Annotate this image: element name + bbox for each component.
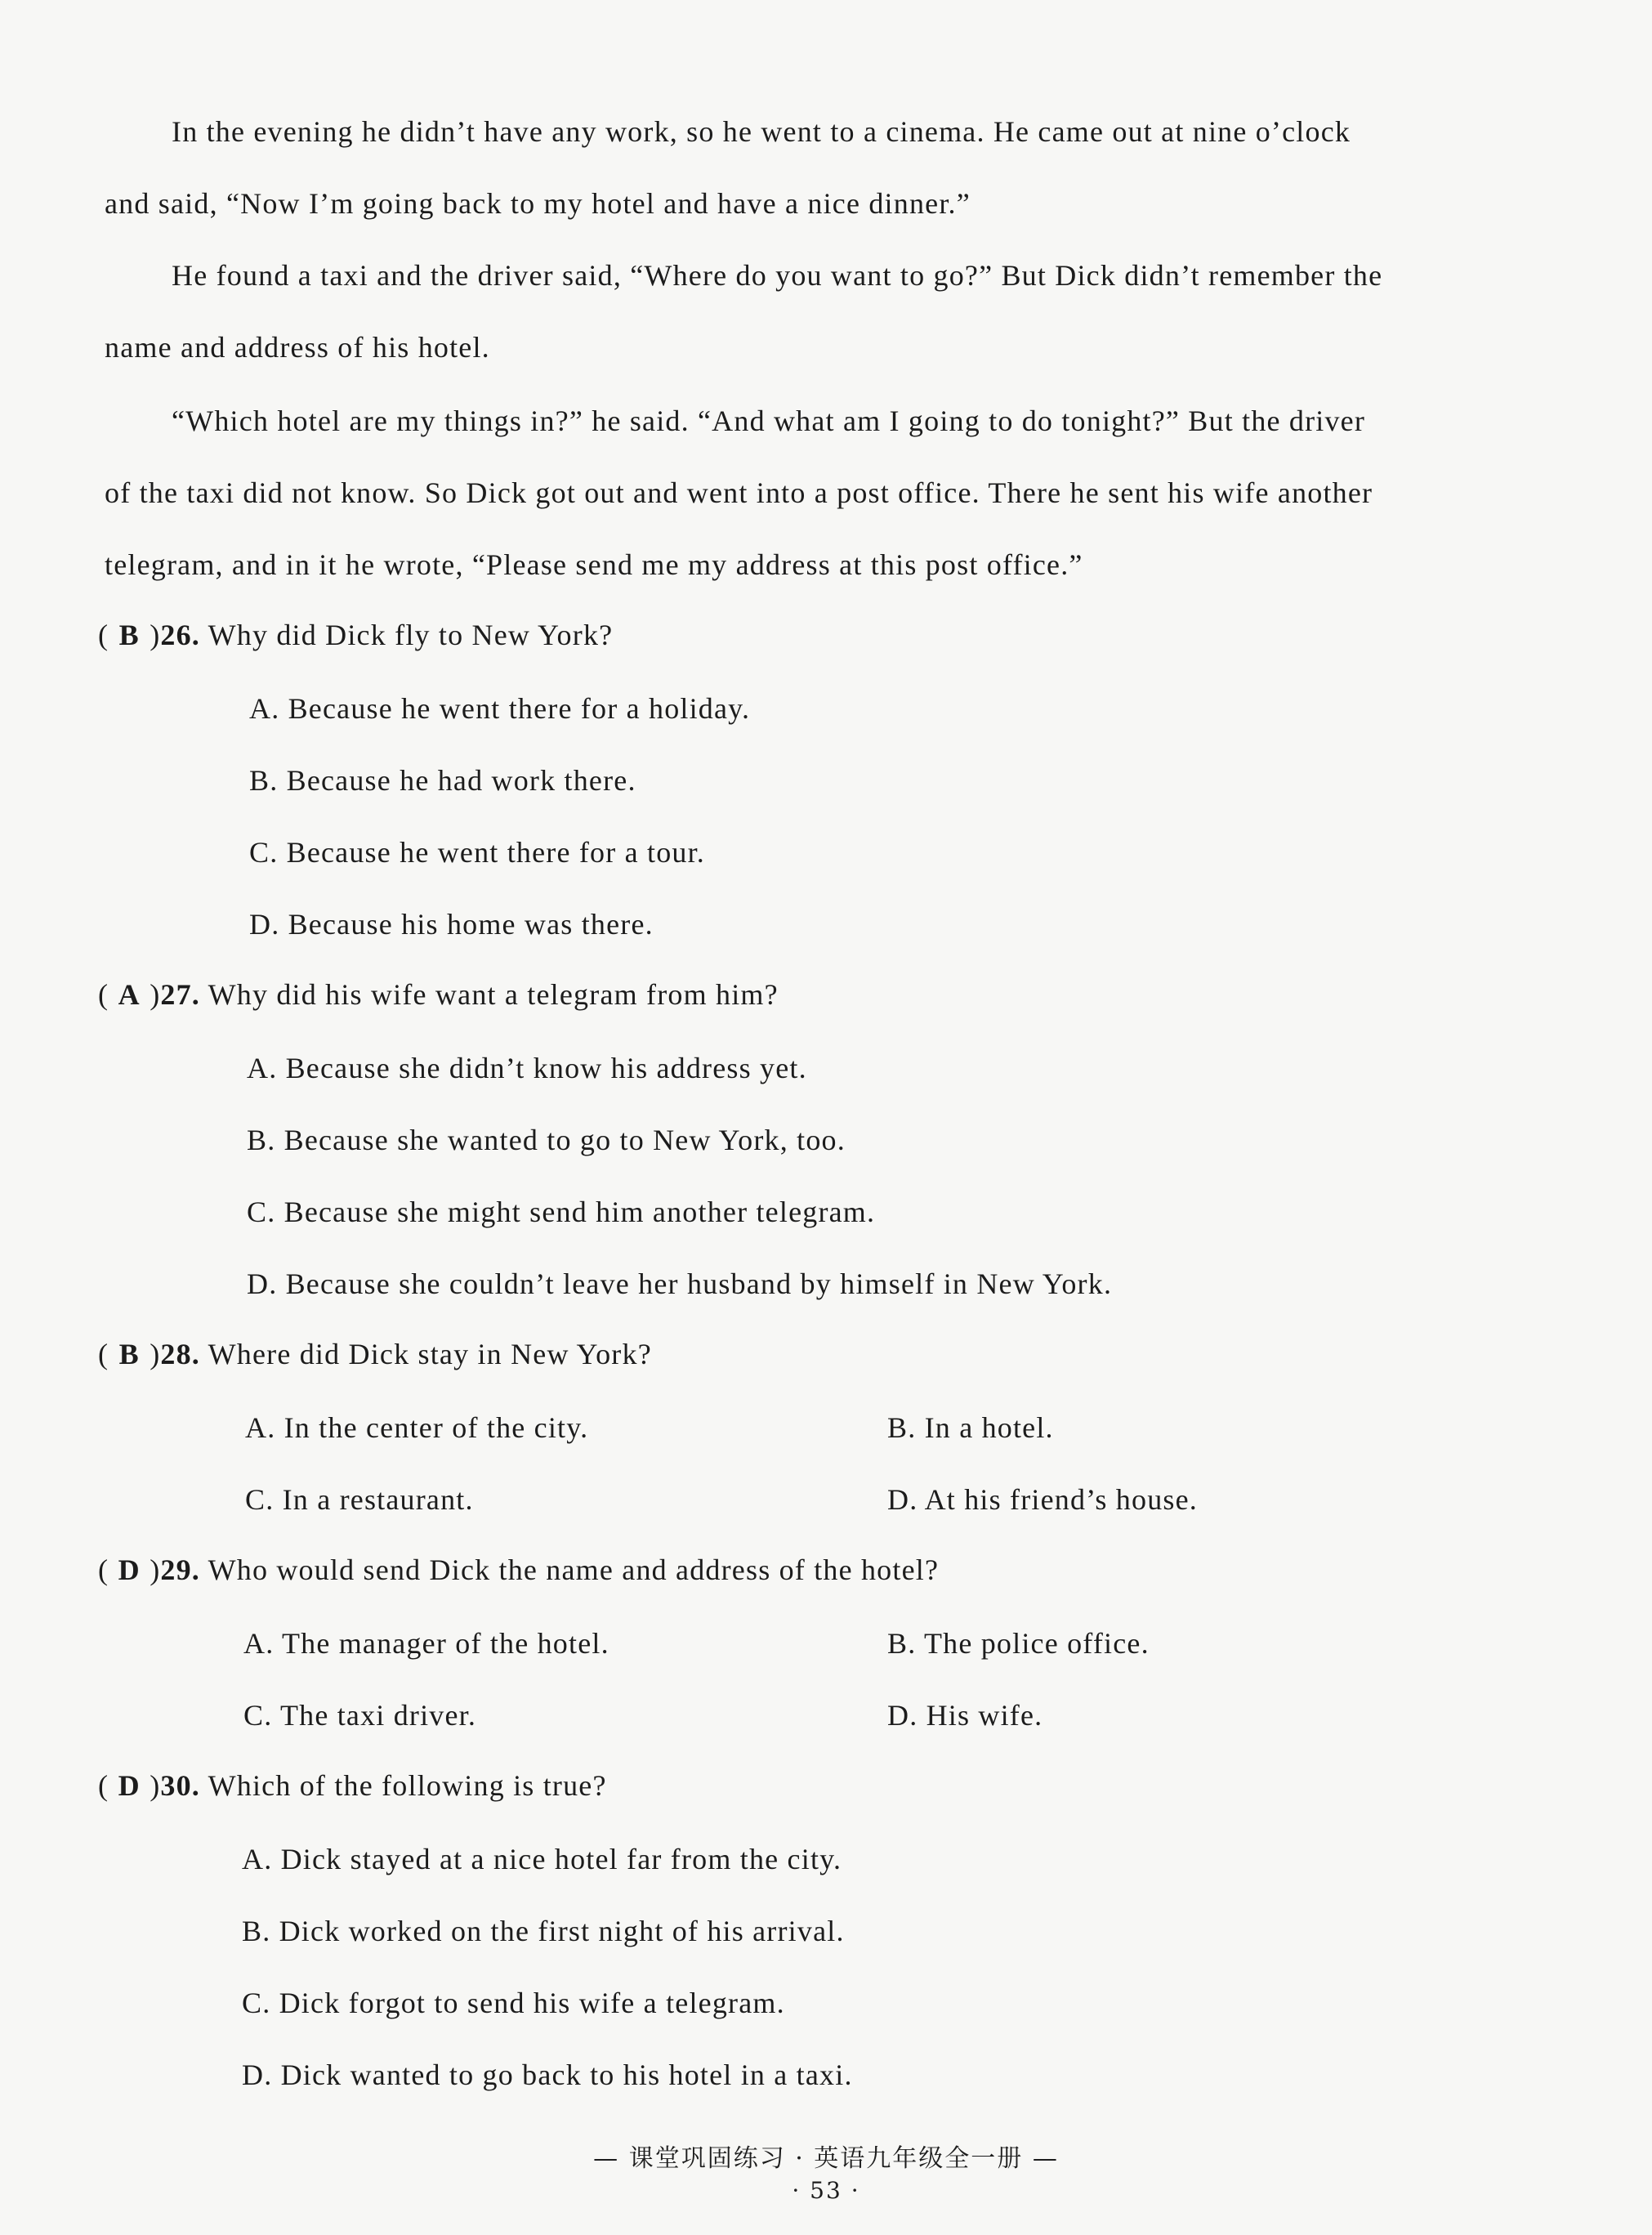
option-d: D. Because his home was there. [249, 908, 654, 941]
option-a: A. Because she didn’t know his address yet. [247, 1052, 807, 1084]
page-number: · 53 · [792, 2177, 860, 2204]
option-c: C. Dick forgot to send his wife a telegram. [242, 1987, 785, 2019]
answer-mark: B [118, 619, 140, 651]
option-b: B. Dick worked on the first night of his arrival. [242, 1915, 845, 1947]
answer-mark: B [118, 1338, 140, 1370]
option-c: C. In a restaurant. [245, 1483, 474, 1516]
question-28: ( B )28. Where did Dick stay in New York? [98, 1338, 652, 1370]
passage-line: of the taxi did not know. So Dick got out and went into a post office. There he sent his wife another [105, 476, 1373, 509]
option-a: A. Dick stayed at a nice hotel far from the city. [242, 1843, 842, 1875]
option-a: A. In the center of the city. [245, 1411, 589, 1444]
option-b: B. Because she wanted to go to New York, too. [247, 1124, 846, 1156]
option-b: B. Because he had work there. [249, 764, 636, 797]
question-number: 28. [160, 1338, 201, 1370]
passage-line: “Which hotel are my things in?” he said. “And what am I going to do tonight?” But the driver [172, 405, 1366, 437]
question-number: 27. [160, 978, 201, 1011]
book-title-footer: — 课堂巩固练习 · 英语九年级全一册 — [593, 2144, 1059, 2173]
option-d: D. Dick wanted to go back to his hotel in a taxi. [242, 2058, 853, 2091]
question-30: ( D )30. Which of the following is true? [98, 1769, 607, 1802]
answer-mark: D [118, 1769, 141, 1802]
passage-line: and said, “Now I’m going back to my hotel and have a nice dinner.” [105, 187, 971, 220]
option-d: D. Because she couldn’t leave her husband by himself in New York. [247, 1267, 1113, 1300]
question-26: ( B )26. Why did Dick fly to New York? [98, 619, 614, 651]
option-b: B. In a hotel. [887, 1411, 1054, 1444]
option-c: C. Because she might send him another telegram. [247, 1196, 876, 1228]
question-text: Which of the following is true? [208, 1769, 607, 1802]
option-a: A. Because he went there for a holiday. [249, 692, 751, 725]
question-text: Where did Dick stay in New York? [208, 1338, 652, 1370]
question-29: ( D )29. Who would send Dick the name and address of the hotel? [98, 1553, 940, 1586]
option-c: C. The taxi driver. [243, 1699, 477, 1732]
passage-line: In the evening he didn’t have any work, so he went to a cinema. He came out at nine o’clock [172, 115, 1351, 148]
option-c: C. Because he went there for a tour. [249, 836, 706, 869]
answer-mark: D [118, 1553, 141, 1586]
question-text: Why did his wife want a telegram from him? [208, 978, 779, 1011]
question-number: 30. [160, 1769, 201, 1802]
question-number: 29. [160, 1553, 201, 1586]
option-d: D. At his friend’s house. [887, 1483, 1198, 1516]
question-text: Why did Dick fly to New York? [208, 619, 614, 651]
question-text: Who would send Dick the name and address of the hotel? [208, 1553, 940, 1586]
option-b: B. The police office. [887, 1627, 1150, 1660]
option-a: A. The manager of the hotel. [243, 1627, 609, 1660]
option-d: D. His wife. [887, 1699, 1043, 1732]
answer-mark: A [118, 978, 141, 1011]
passage-line: name and address of his hotel. [105, 331, 490, 364]
passage-line: telegram, and in it he wrote, “Please send me my address at this post office.” [105, 548, 1083, 581]
question-number: 26. [160, 619, 201, 651]
question-27: ( A )27. Why did his wife want a telegram from him? [98, 978, 779, 1011]
passage-line: He found a taxi and the driver said, “Where do you want to go?” But Dick didn’t remember the [172, 259, 1383, 292]
